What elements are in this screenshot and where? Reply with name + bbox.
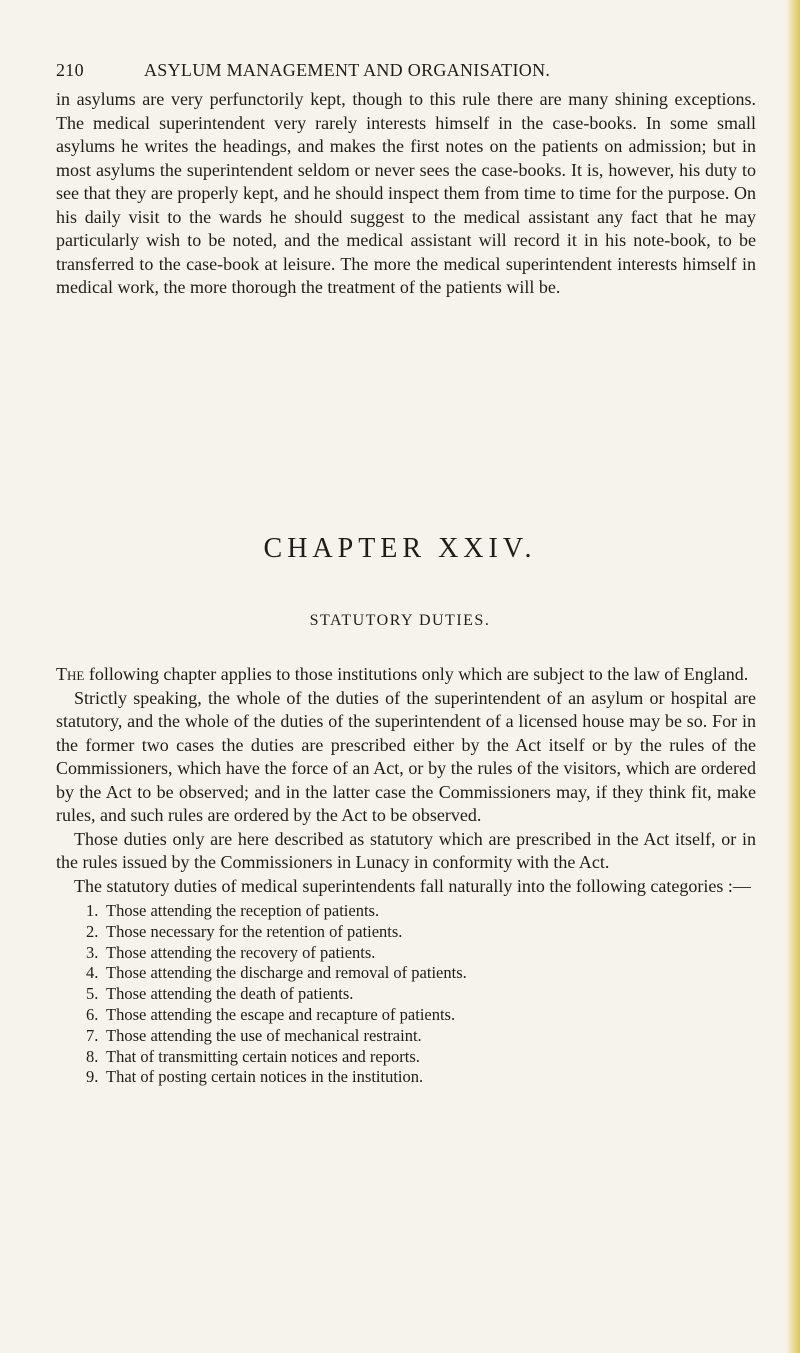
page-number: 210 (56, 60, 84, 80)
item-number: 3. (86, 942, 99, 962)
item-number: 4. (86, 963, 99, 983)
item-text: Those attending the death of patients. (106, 984, 354, 1004)
item-text: Those attending the use of mechanical restraint. (106, 1025, 422, 1045)
item-text: Those attending the discharge and removal of patients. (106, 963, 467, 983)
list-item (86, 901, 746, 922)
item-number: 8. (86, 1046, 99, 1066)
item-text: Those attending the recovery of patients. (106, 942, 376, 962)
list-item (86, 1026, 746, 1047)
item-text: Those necessary for the retention of patients. (106, 921, 403, 941)
opening-text (56, 88, 756, 300)
paragraph-categories-intro: The statutory duties of medical superintendents fall naturally into the following categories :— (74, 875, 751, 896)
categories-list (86, 901, 746, 1088)
item-text: Those attending the escape and recapture of patients. (106, 1004, 456, 1024)
item-number: 6. (86, 1004, 99, 1024)
item-text: That of posting certain notices in the institution. (106, 1067, 424, 1087)
list-item (86, 1047, 746, 1068)
item-number: 1. (86, 901, 99, 920)
intro-paragraph (56, 663, 756, 687)
item-text: That of transmitting certain notices and reports. (106, 1046, 420, 1066)
chapter-subheading: STATUTORY DUTIES. (309, 612, 491, 629)
item-number: 9. (86, 1067, 99, 1087)
list-item (86, 963, 746, 984)
item-number: 7. (86, 1025, 99, 1045)
list-item (86, 1005, 746, 1026)
item-text: Those attending the reception of patients. (106, 901, 380, 920)
list-item (86, 943, 746, 964)
intro-text: following chapter applies to those institutions only which are subject to the law of England. (84, 664, 749, 684)
page-edge (786, 0, 800, 1353)
intro-lead-word: The (56, 664, 85, 684)
paragraph-those-duties: Those duties only are here described as statutory which are prescribed in the Act itself, or in the rules issued by the Commissioners in Lunacy in conformity with the Act. (56, 828, 756, 872)
opening-paragraph: in asylums are very perfunctorily kept, though to this rule there are many shining exceptions. The medical superintendent very rarely interests himself in the case-books. In some small asylums he writes the headings, and makes the first notes on the patients on admission; but in most asylums the superintendent seldom or never sees the case-books. It is, however, his duty to see that they are properly kept, and he should inspect them from time to time for the purpose. On his daily visit to the wards he should suggest to the medical assistant any fact that he may particularly wish to be noted, and the medical assistant will record it in his note-book, to be transferred to the case-book at leisure. The more the medical superintendent interests himself in medical work, the more thorough the treatment of the patients will be. (56, 89, 756, 297)
chapter-body (56, 663, 756, 898)
item-number: 2. (86, 921, 99, 941)
list-item (86, 1067, 746, 1088)
paragraph-strictly: Strictly speaking, the whole of the duties of the superintendent of an asylum or hospital are statutory, and the whole of the duties of the superintendent of a licensed house may be so. For in the former two cases the duties are prescribed either by the Act itself or by the rules of the Commissioners, which have the force of an Act, or by the rules of the visitors, which are ordered by the Act to be observed; and in the latter case the Commissioners may, if they think fit, make rules, and such rules are ordered by the Act to be observed. (56, 687, 756, 825)
list-item (86, 922, 746, 943)
chapter-heading: CHAPTER XXIV. (263, 533, 537, 564)
running-title: ASYLUM MANAGEMENT AND ORGANISATION. (144, 60, 551, 80)
list-item (86, 984, 746, 1005)
item-number: 5. (86, 984, 99, 1004)
